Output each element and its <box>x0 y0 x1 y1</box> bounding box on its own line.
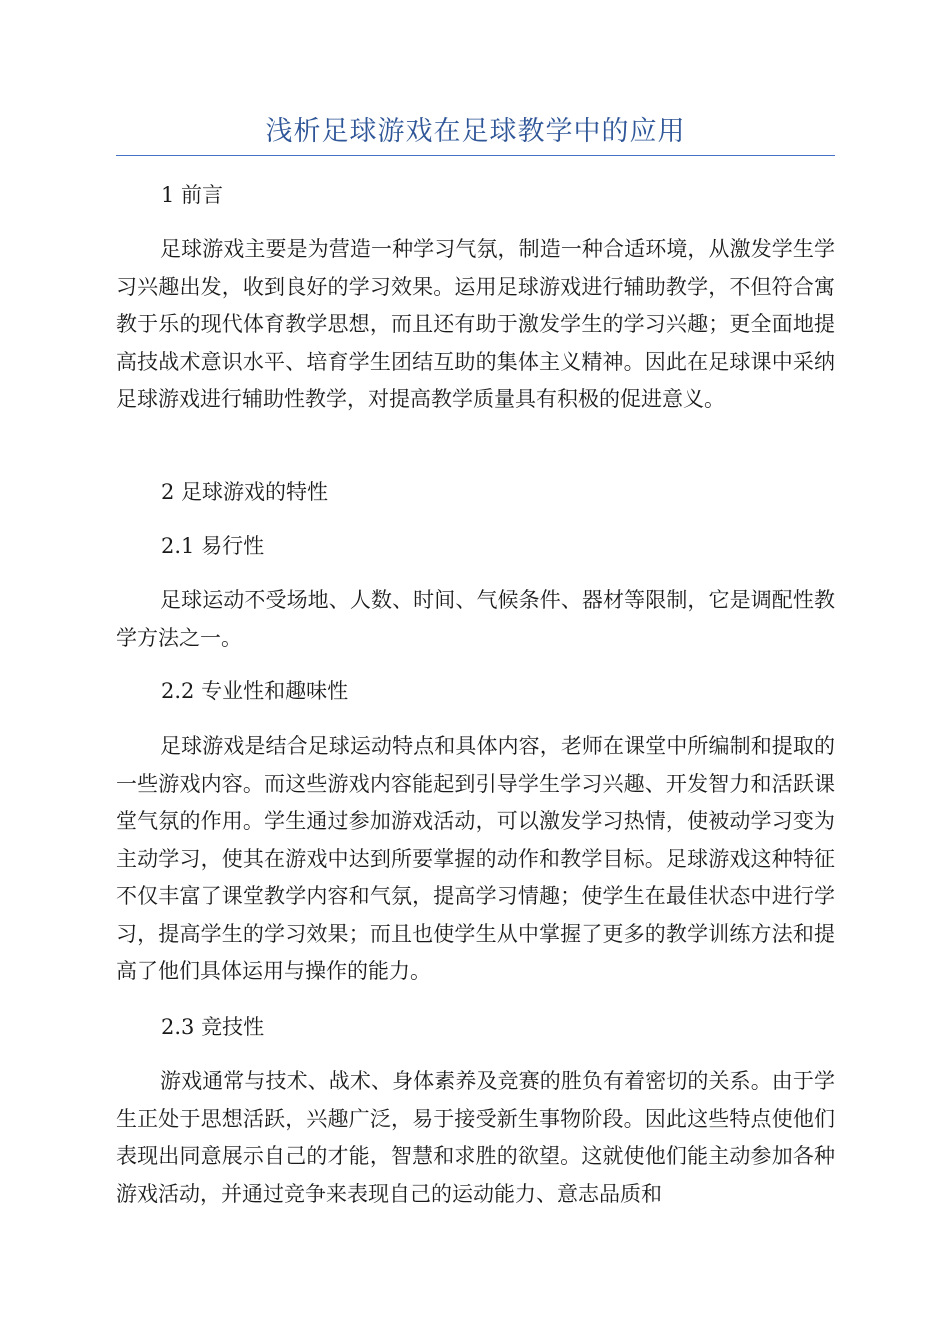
section-2-heading: 2 足球游戏的特性 <box>161 480 329 504</box>
section-2-3-paragraph: 游戏通常与技术、战术、身体素养及竞赛的胜负有着密切的关系。由于学生正处于思想活跃，兴趣广泛，易于接受新生事物阶段。因此这些特点使他们表现出同意展示自己的才能，智慧和求胜的欲望。这就使他们能主动参加各种游戏活动，并通过竞争来表现自己的运动能力、意志品质和 <box>116 1069 835 1206</box>
section-2-2-heading: 2.2 专业性和趣味性 <box>161 679 349 703</box>
section-1-paragraph: 足球游戏主要是为营造一种学习气氛，制造一种合适环境，从激发学生学习兴趣出发，收到良好的学习效果。运用足球游戏进行辅助教学，不但符合寓教于乐的现代体育教学思想，而且还有助于激发学生的学习兴趣；更全面地提高技战术意识水平、培育学生团结互助的集体主义精神。因此在足球课中采纳足球游戏进行辅助性教学，对提高教学质量具有积极的促进意义。 <box>116 237 835 411</box>
title-underline <box>116 155 835 156</box>
section-2-3-heading: 2.3 竞技性 <box>161 1015 265 1039</box>
section-2-1-paragraph: 足球运动不受场地、人数、时间、气候条件、器材等限制，它是调配性教学方法之一。 <box>116 588 835 650</box>
section-2-2-paragraph: 足球游戏是结合足球运动特点和具体内容，老师在课堂中所编制和提取的一些游戏内容。而这些游戏内容能起到引导学生学习兴趣、开发智力和活跃课堂气氛的作用。学生通过参加游戏活动，可以激发学习热情，使被动学习变为主动学习，使其在游戏中达到所要掌握的动作和教学目标。足球游戏这种特征不仅丰富了课堂教学内容和气氛，提高学习情趣；使学生在最佳状态中进行学习，提高学生的学习效果；而且也使学生从中掌握了更多的教学训练方法和提高了他们具体运用与操作的能力。 <box>116 734 835 983</box>
section-1-heading: 1 前言 <box>161 183 224 207</box>
section-2-1-heading: 2.1 易行性 <box>161 534 265 558</box>
document-title: 浅析足球游戏在足球教学中的应用 <box>265 116 686 147</box>
